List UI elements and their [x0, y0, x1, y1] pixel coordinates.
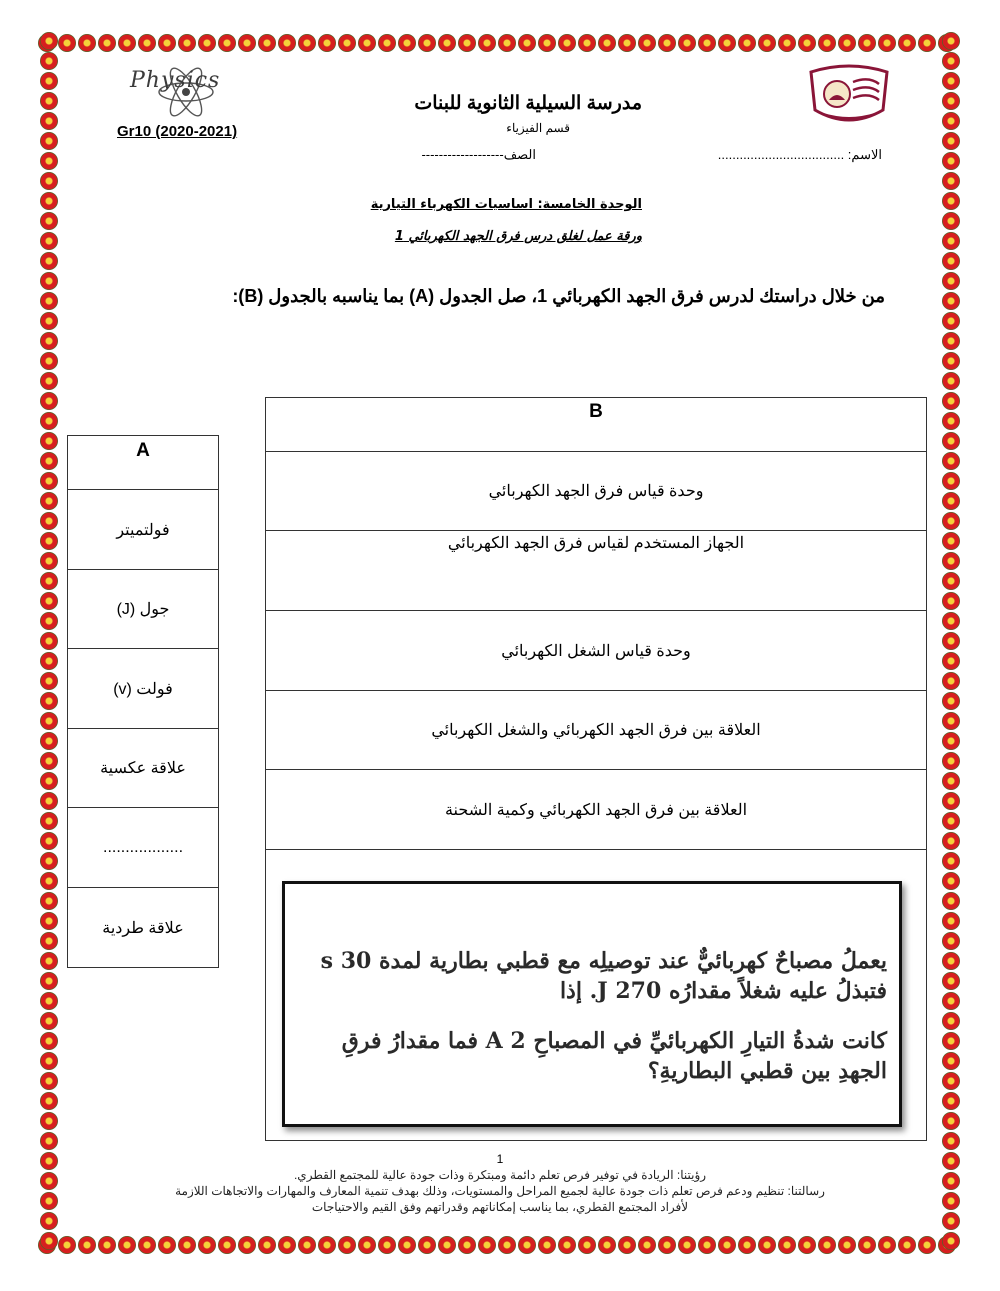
flower-icon [942, 1092, 960, 1110]
flower-icon [638, 34, 656, 52]
flower-icon [118, 1236, 136, 1254]
flower-icon [40, 992, 58, 1010]
flower-icon [40, 592, 58, 610]
flower-icon [942, 492, 960, 510]
flower-icon [942, 1032, 960, 1050]
flower-icon [40, 32, 58, 50]
flower-icon [398, 1236, 416, 1254]
flower-icon [40, 552, 58, 570]
flower-icon [858, 1236, 876, 1254]
flower-border-right [938, 30, 964, 1258]
flower-icon [658, 34, 676, 52]
flower-icon [942, 972, 960, 990]
flower-icon [942, 1112, 960, 1130]
table-b-cell[interactable]: وحدة قياس الشغل الكهربائي [266, 611, 926, 691]
table-b-cell[interactable]: وحدة قياس فرق الجهد الكهربائي [266, 452, 926, 531]
flower-icon [942, 812, 960, 830]
flower-icon [40, 252, 58, 270]
flower-icon [618, 1236, 636, 1254]
flower-icon [798, 34, 816, 52]
flower-icon [498, 1236, 516, 1254]
flower-icon [878, 1236, 896, 1254]
flower-icon [238, 1236, 256, 1254]
flower-icon [942, 892, 960, 910]
flower-icon [40, 1232, 58, 1250]
flower-icon [942, 912, 960, 930]
flower-icon [698, 1236, 716, 1254]
flower-icon [40, 572, 58, 590]
flower-icon [942, 1132, 960, 1150]
flower-icon [40, 832, 58, 850]
flower-icon [40, 412, 58, 430]
flower-icon [942, 1172, 960, 1190]
flower-icon [942, 332, 960, 350]
flower-icon [458, 34, 476, 52]
flower-icon [758, 34, 776, 52]
flower-icon [942, 572, 960, 590]
flower-icon [942, 312, 960, 330]
problem-text-line-1: يعملُ مصباحٌ كهربائيٌّ عند توصيلِه مع قطبي بطارية لمدة 30 s فتبذلُ عليه شغلاً مقدارُه J 270. إذا [320, 948, 887, 1004]
flower-icon [438, 34, 456, 52]
flower-icon [758, 1236, 776, 1254]
flower-icon [798, 1236, 816, 1254]
flower-icon [298, 34, 316, 52]
table-a-cell[interactable]: جول (J) [68, 570, 218, 649]
flower-icon [40, 112, 58, 130]
ministry-emblem-icon [803, 64, 895, 126]
flower-icon [942, 472, 960, 490]
flower-icon [538, 1236, 556, 1254]
flower-icon [40, 192, 58, 210]
flower-icon [358, 34, 376, 52]
flower-icon [178, 34, 196, 52]
flower-icon [478, 34, 496, 52]
flower-icon [858, 34, 876, 52]
flower-icon [942, 592, 960, 610]
flower-border-bottom [36, 1232, 964, 1258]
flower-icon [40, 1172, 58, 1190]
flower-icon [298, 1236, 316, 1254]
flower-icon [942, 532, 960, 550]
flower-icon [40, 912, 58, 930]
flower-icon [278, 34, 296, 52]
flower-icon [738, 34, 756, 52]
flower-icon [942, 932, 960, 950]
flower-icon [942, 192, 960, 210]
flower-icon [678, 1236, 696, 1254]
flower-icon [942, 612, 960, 630]
flower-icon [40, 212, 58, 230]
flower-icon [198, 34, 216, 52]
flower-icon [138, 34, 156, 52]
flower-icon [942, 272, 960, 290]
table-a-cell[interactable]: علاقة طردية [102, 919, 184, 937]
flower-icon [942, 1012, 960, 1030]
flower-icon [718, 1236, 736, 1254]
flower-icon [942, 452, 960, 470]
flower-icon [40, 692, 58, 710]
flower-icon [40, 1212, 58, 1230]
flower-icon [878, 34, 896, 52]
flower-icon [418, 1236, 436, 1254]
flower-icon [40, 972, 58, 990]
flower-icon [942, 292, 960, 310]
flower-icon [40, 1192, 58, 1210]
flower-icon [458, 1236, 476, 1254]
flower-icon [40, 1032, 58, 1050]
flower-icon [358, 1236, 376, 1254]
flower-icon [578, 34, 596, 52]
flower-border-top [36, 30, 964, 56]
table-a [67, 435, 219, 968]
flower-icon [40, 852, 58, 870]
flower-icon [618, 34, 636, 52]
flower-icon [678, 34, 696, 52]
flower-icon [40, 1012, 58, 1030]
flower-icon [438, 1236, 456, 1254]
flower-icon [40, 872, 58, 890]
class-field[interactable]: الصف------------------- [421, 147, 536, 162]
flower-icon [40, 132, 58, 150]
problem-text-line-2: كانت شدةُ التيارِ الكهربائيِّ في المصباحِ A 2 فما مقدارُ فرقِ الجهدِ بين قطبي البطاريةِ؟ [341, 1028, 887, 1084]
flower-icon [218, 1236, 236, 1254]
flower-icon [398, 34, 416, 52]
unit-title: الوحدة الخامسة: اساسيات الكهرباء التيارية [370, 197, 642, 212]
flower-icon [40, 52, 58, 70]
flower-icon [942, 1212, 960, 1230]
flower-icon [942, 1152, 960, 1170]
flower-icon [158, 34, 176, 52]
flower-icon [40, 1152, 58, 1170]
flower-icon [942, 32, 960, 50]
flower-icon [942, 792, 960, 810]
flower-icon [942, 852, 960, 870]
flower-icon [258, 34, 276, 52]
flower-icon [40, 752, 58, 770]
flower-icon [40, 432, 58, 450]
flower-icon [942, 512, 960, 530]
flower-icon [918, 34, 936, 52]
flower-icon [558, 34, 576, 52]
flower-icon [818, 34, 836, 52]
flower-icon [942, 372, 960, 390]
flower-icon [40, 292, 58, 310]
flower-icon [378, 1236, 396, 1254]
flower-icon [942, 1192, 960, 1210]
flower-icon [598, 34, 616, 52]
flower-icon [40, 452, 58, 470]
table-a-header: A [68, 436, 218, 490]
table-b-header: B [266, 398, 926, 452]
flower-icon [942, 132, 960, 150]
flower-icon [898, 1236, 916, 1254]
flower-icon [942, 712, 960, 730]
flower-icon [40, 952, 58, 970]
flower-icon [40, 672, 58, 690]
flower-icon [40, 92, 58, 110]
flower-icon [478, 1236, 496, 1254]
flower-icon [40, 732, 58, 750]
flower-icon [942, 92, 960, 110]
flower-icon [40, 72, 58, 90]
flower-icon [40, 812, 58, 830]
flower-icon [418, 34, 436, 52]
flower-icon [558, 1236, 576, 1254]
flower-icon [98, 1236, 116, 1254]
flower-icon [78, 1236, 96, 1254]
flower-icon [40, 772, 58, 790]
flower-icon [598, 1236, 616, 1254]
flower-icon [942, 872, 960, 890]
mission-statement-line-2: لأفراد المجتمع القطري، بما يناسب إمكاناتهم وقدراتهم وفق القيم والاحتياجات [311, 1200, 689, 1214]
instruction-text: من خلال دراستك لدرس فرق الجهد الكهربائي 1، صل الجدول (A) بما يناسبه بالجدول (B): [232, 286, 885, 306]
flower-icon [40, 1072, 58, 1090]
flower-icon [942, 552, 960, 570]
flower-icon [898, 34, 916, 52]
flower-icon [40, 372, 58, 390]
flower-icon [942, 632, 960, 650]
flower-icon [158, 1236, 176, 1254]
flower-icon [942, 112, 960, 130]
school-title: مدرسة السيلية الثانوية للبنات [414, 93, 642, 114]
problem-box [282, 881, 902, 1127]
flower-icon [942, 432, 960, 450]
table-b-cell[interactable]: الجهاز المستخدم لقياس فرق الجهد الكهربائي [266, 531, 926, 611]
flower-icon [40, 492, 58, 510]
flower-icon [40, 272, 58, 290]
flower-icon [778, 1236, 796, 1254]
flower-icon [942, 652, 960, 670]
flower-icon [40, 612, 58, 630]
flower-icon [40, 532, 58, 550]
flower-icon [538, 34, 556, 52]
flower-icon [198, 1236, 216, 1254]
flower-icon [378, 34, 396, 52]
flower-icon [638, 1236, 656, 1254]
physics-logo [128, 60, 238, 124]
flower-icon [278, 1236, 296, 1254]
flower-icon [942, 412, 960, 430]
flower-icon [118, 34, 136, 52]
flower-icon [942, 52, 960, 70]
flower-icon [40, 352, 58, 370]
flower-icon [578, 1236, 596, 1254]
flower-icon [40, 472, 58, 490]
flower-icon [942, 172, 960, 190]
flower-icon [942, 232, 960, 250]
flower-icon [778, 34, 796, 52]
table-b-cell[interactable]: العلاقة بين فرق الجهد الكهربائي والشغل الكهربائي [266, 691, 926, 770]
flower-icon [518, 34, 536, 52]
flower-icon [942, 352, 960, 370]
table-b-cell[interactable]: العلاقة بين فرق الجهد الكهربائي وكمية الشحنة [266, 770, 926, 850]
flower-icon [738, 1236, 756, 1254]
flower-icon [942, 952, 960, 970]
flower-icon [40, 172, 58, 190]
grade-label: Gr10 (2020-2021) [117, 123, 238, 140]
flower-icon [338, 34, 356, 52]
flower-icon [718, 34, 736, 52]
flower-icon [698, 34, 716, 52]
flower-icon [942, 72, 960, 90]
flower-icon [838, 1236, 856, 1254]
mission-statement-line-1: رسالتنا: تنظيم ودعم فرص تعلم ذات جودة عالية لجميع المراحل والمستويات، وذلك بهدف تنمية المعارف والمهارات والاتجاهات اللازمة [175, 1184, 825, 1198]
flower-icon [318, 1236, 336, 1254]
flower-icon [942, 752, 960, 770]
flower-icon [218, 34, 236, 52]
flower-icon [40, 232, 58, 250]
department-label: قسم الفيزياء [506, 121, 570, 135]
table-a-cell[interactable]: فولتميتر [68, 490, 218, 570]
flower-icon [258, 1236, 276, 1254]
flower-icon [78, 34, 96, 52]
flower-icon [658, 1236, 676, 1254]
flower-icon [138, 1236, 156, 1254]
student-name-field[interactable]: الاسم: ................................... [717, 147, 882, 162]
flower-icon [942, 1052, 960, 1070]
worksheet-title: ورقة عمل لغلق درس فرق الجهد الكهربائي 1 [394, 229, 642, 244]
flower-icon [40, 632, 58, 650]
flower-icon [338, 1236, 356, 1254]
flower-icon [518, 1236, 536, 1254]
flower-icon [918, 1236, 936, 1254]
flower-icon [178, 1236, 196, 1254]
physics-logo-text: Physics [130, 68, 221, 93]
flower-icon [238, 34, 256, 52]
page-number: 1 [496, 1152, 504, 1166]
flower-icon [498, 34, 516, 52]
flower-icon [318, 34, 336, 52]
flower-icon [40, 312, 58, 330]
flower-icon [40, 892, 58, 910]
flower-icon [40, 792, 58, 810]
flower-icon [40, 1052, 58, 1070]
table-a-cell[interactable]: .................. [68, 808, 218, 888]
flower-icon [40, 392, 58, 410]
flower-icon [838, 34, 856, 52]
flower-icon [942, 152, 960, 170]
vision-statement: رؤيتنا: الريادة في توفير فرص تعلم دائمة ومبتكرة وذات جودة عالية للمجتمع القطري. [293, 1168, 707, 1182]
flower-icon [40, 1112, 58, 1130]
ministry-logo [803, 64, 895, 126]
flower-border-left [36, 30, 62, 1258]
flower-icon [40, 1132, 58, 1150]
flower-icon [942, 1232, 960, 1250]
flower-icon [40, 1092, 58, 1110]
flower-icon [40, 712, 58, 730]
flower-icon [942, 832, 960, 850]
flower-icon [942, 212, 960, 230]
flower-icon [40, 512, 58, 530]
flower-icon [942, 992, 960, 1010]
flower-icon [818, 1236, 836, 1254]
table-a-cell[interactable]: فولت (v) [68, 649, 218, 729]
flower-icon [942, 392, 960, 410]
flower-icon [942, 1072, 960, 1090]
flower-icon [40, 152, 58, 170]
table-a-cell[interactable]: علاقة عكسية [68, 729, 218, 808]
flower-icon [98, 34, 116, 52]
flower-icon [942, 772, 960, 790]
flower-icon [942, 252, 960, 270]
flower-icon [40, 332, 58, 350]
flower-icon [942, 692, 960, 710]
flower-icon [942, 672, 960, 690]
flower-icon [40, 932, 58, 950]
flower-icon [40, 652, 58, 670]
flower-icon [942, 732, 960, 750]
